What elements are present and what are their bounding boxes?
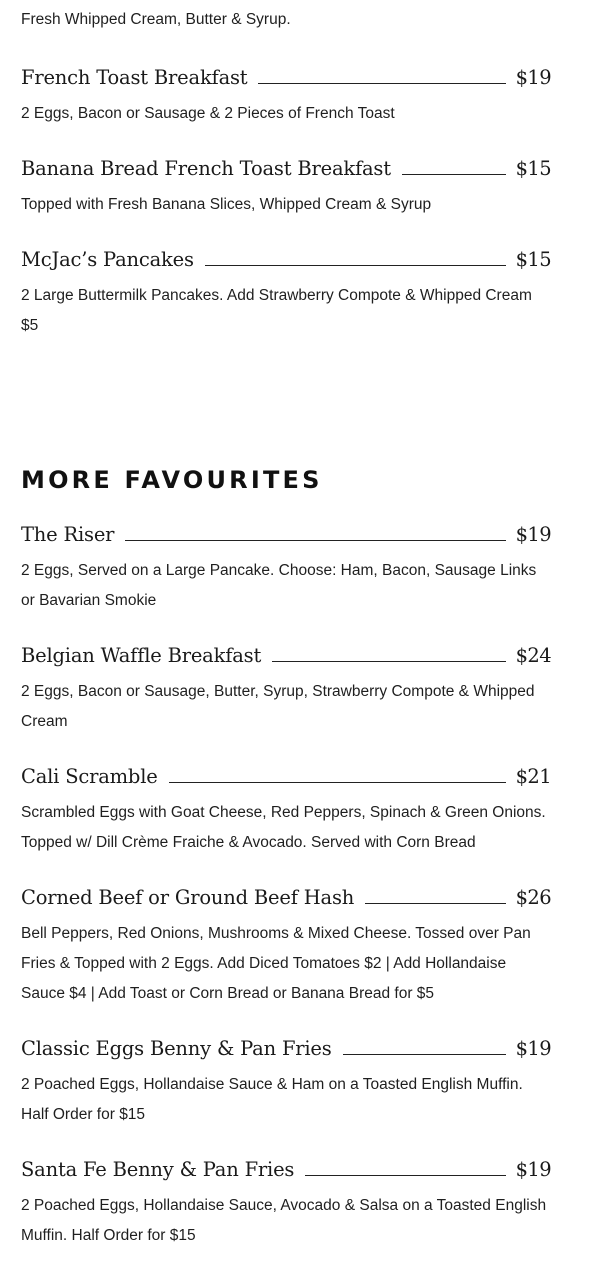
item-name: Banana Bread French Toast Breakfast — [21, 157, 391, 180]
menu-item-classic-eggs-benny — [21, 1032, 551, 1130]
item-description: Fresh Whipped Cream, Butter & Syrup. — [21, 11, 291, 28]
item-divider-line — [169, 782, 506, 783]
item-description: 2 Eggs, Bacon or Sausage, Butter, Syrup, Strawberry Compote & Whipped Cream — [21, 683, 535, 730]
item-name: Corned Beef or Ground Beef Hash — [21, 886, 355, 909]
menu-item-beef-hash — [21, 881, 551, 1009]
item-name: The Riser — [21, 523, 115, 546]
item-description: 2 Poached Eggs, Hollandaise Sauce & Ham on a Toasted English Muffin. Half Order for $15 — [21, 1076, 523, 1123]
item-divider-line — [402, 174, 506, 175]
item-divider-line — [272, 661, 505, 662]
item-header — [21, 61, 551, 91]
item-header — [21, 760, 551, 790]
item-divider-line — [205, 265, 506, 266]
item-name: Classic Eggs Benny & Pan Fries — [21, 1037, 332, 1060]
section-title: MORE FAVOURITES — [21, 466, 323, 494]
item-divider-line — [258, 83, 505, 84]
item-description: 2 Eggs, Served on a Large Pancake. Choose: Ham, Bacon, Sausage Links or Bavarian Smokie — [21, 562, 537, 609]
item-description: 2 Eggs, Bacon or Sausage & 2 Pieces of French Toast — [21, 105, 395, 122]
item-price: $26 — [515, 886, 551, 909]
menu-item-french-toast-breakfast — [21, 61, 551, 129]
item-divider-line — [125, 540, 505, 541]
item-divider-line — [365, 903, 505, 904]
item-price: $19 — [515, 1158, 551, 1181]
menu-item-mcjacs-pancakes — [21, 243, 551, 341]
item-price: $15 — [515, 157, 551, 180]
menu-item-santa-fe-benny — [21, 1153, 551, 1251]
item-description: Scrambled Eggs with Goat Cheese, Red Peppers, Spinach & Green Onions. Topped w/ Dill Crème Fraiche & Avocado. Served with Corn Bread — [21, 804, 546, 851]
item-description: 2 Poached Eggs, Hollandaise Sauce, Avocado & Salsa on a Toasted English Muffin. Half Order for $15 — [21, 1197, 547, 1244]
item-header — [21, 1032, 551, 1062]
item-name: Santa Fe Benny & Pan Fries — [21, 1158, 295, 1181]
menu-item-the-riser — [21, 518, 551, 616]
menu-item-belgian-waffle-breakfast — [21, 639, 551, 737]
item-description: Topped with Fresh Banana Slices, Whipped Cream & Syrup — [21, 196, 432, 213]
item-price: $15 — [515, 248, 551, 271]
item-description: 2 Large Buttermilk Pancakes. Add Strawberry Compote & Whipped Cream $5 — [21, 287, 532, 334]
menu-item-cali-scramble — [21, 760, 551, 858]
item-header — [21, 518, 551, 548]
item-header — [21, 881, 551, 911]
item-name: Cali Scramble — [21, 765, 158, 788]
item-price: $24 — [515, 644, 551, 667]
item-price: $19 — [515, 1037, 551, 1060]
item-header — [21, 152, 551, 182]
item-price: $19 — [515, 66, 551, 89]
item-name: McJac’s Pancakes — [21, 248, 194, 271]
item-divider-line — [343, 1054, 506, 1055]
item-header — [21, 243, 551, 273]
item-header — [21, 1153, 551, 1183]
item-price: $21 — [515, 765, 551, 788]
menu-item-banana-bread-french-toast — [21, 152, 551, 220]
item-name: French Toast Breakfast — [21, 66, 248, 89]
item-name: Belgian Waffle Breakfast — [21, 644, 262, 667]
item-price: $19 — [515, 523, 551, 546]
item-header — [21, 639, 551, 669]
item-description: Bell Peppers, Red Onions, Mushrooms & Mixed Cheese. Tossed over Pan Fries & Topped with 2 Eggs. Add Diced Tomatoes $2 | Add Hollandaise Sauce $4 | Add Toast or Corn Bread or Banana Bread for $5 — [21, 925, 531, 1002]
item-divider-line — [305, 1175, 505, 1176]
